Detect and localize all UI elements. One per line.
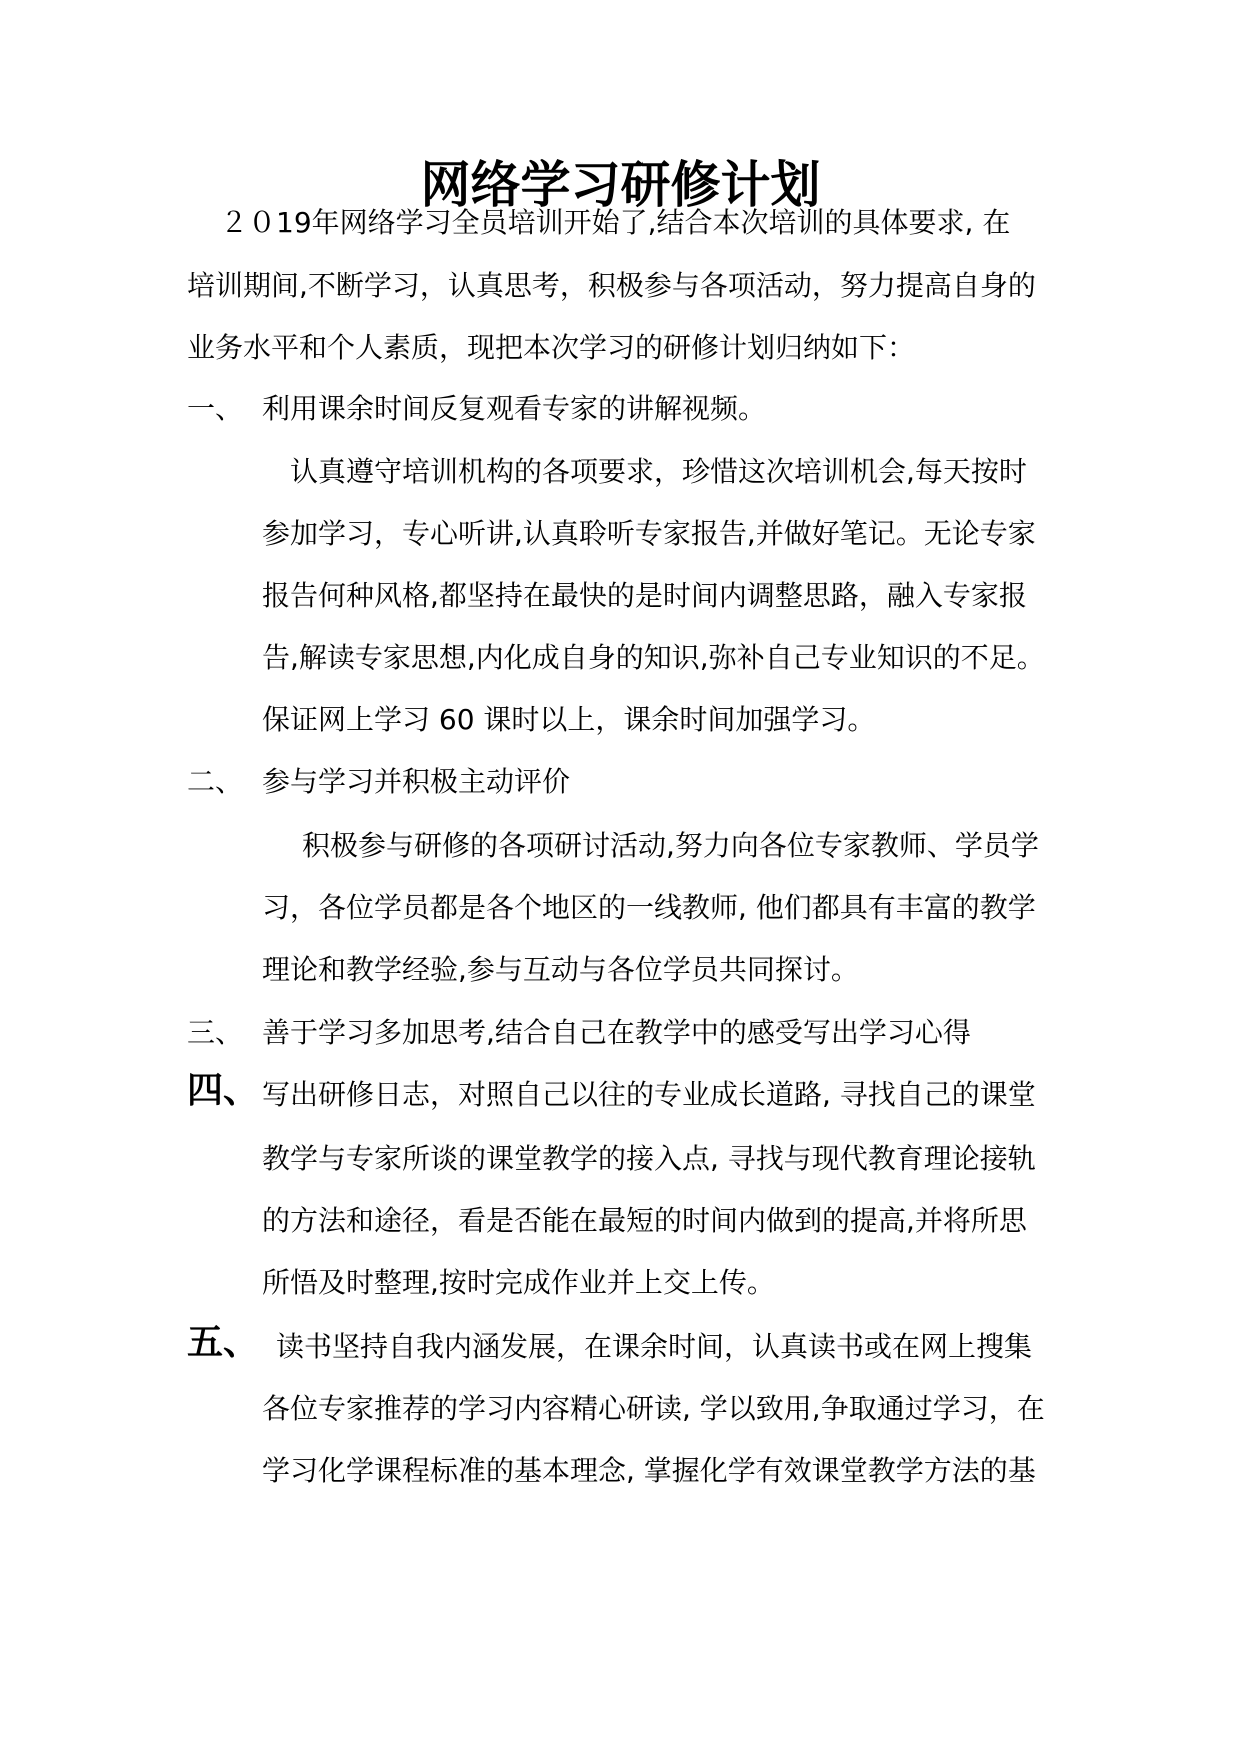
section-5-heading: 读书坚持自我内涵发展，在课余时间，认真读书或在网上搜集 [276, 1330, 1033, 1363]
page-title: 网络学习研修计划 [420, 155, 821, 214]
section-5-body-line-2: 学习化学课程标准的基本理念, 掌握化学有效课堂教学方法的基 [262, 1454, 1036, 1487]
section-3-heading: 善于学习多加思考,结合自己在教学中的感受写出学习心得 [262, 1016, 971, 1049]
section-2-number: 二、 [187, 765, 244, 798]
section-4-body-line-2: 的方法和途径，看是否能在最短的时间内做到的提高,并将所思 [262, 1204, 1027, 1237]
section-5-body-line-1: 各位专家推荐的学习内容精心研读, 学以致用,争取通过学习，在 [262, 1392, 1045, 1425]
section-4-number: 四、 [187, 1070, 260, 1111]
section-5-number: 五、 [187, 1322, 260, 1363]
section-1-body-line-5: 保证网上学习 60 课时以上，课余时间加强学习。 [262, 703, 876, 736]
section-2-body-line-3: 理论和教学经验,参与互动与各位学员共同探讨。 [262, 953, 859, 986]
section-4-body-line-3: 所悟及时整理,按时完成作业并上交上传。 [262, 1266, 775, 1299]
intro-line-1: ２０19年网络学习全员培训开始了,结合本次培训的具体要求, 在 [220, 206, 1011, 239]
section-1-body-line-3: 报告何种风格,都坚持在最快的是时间内调整思路，融入专家报 [262, 579, 1027, 612]
section-2-heading: 参与学习并积极主动评价 [262, 765, 571, 798]
section-1-body-line-4: 告,解读专家思想,内化成自身的知识,弥补自己专业知识的不足。 [262, 641, 1045, 674]
section-3-number: 三、 [187, 1016, 244, 1049]
section-2-body-line-2: 习，各位学员都是各个地区的一线教师, 他们都具有丰富的教学 [262, 891, 1036, 924]
section-4-heading: 写出研修日志，对照自己以往的专业成长道路, 寻找自己的课堂 [262, 1078, 1036, 1111]
intro-line-3: 业务水平和个人素质，现把本次学习的研修计划归纳如下： [187, 331, 916, 364]
intro-line-2: 培训期间,不断学习，认真思考，积极参与各项活动，努力提高自身的 [187, 269, 1036, 302]
section-2-body-line-1: 积极参与研修的各项研讨活动,努力向各位专家教师、学员学 [302, 829, 1039, 862]
section-1-body-line-1: 认真遵守培训机构的各项要求，珍惜这次培训机会,每天按时 [290, 455, 1027, 488]
section-1-number: 一、 [187, 392, 244, 425]
section-1-body-line-2: 参加学习，专心听讲,认真聆听专家报告,并做好笔记。无论专家 [262, 517, 1036, 550]
section-4-body-line-1: 教学与专家所谈的课堂教学的接入点, 寻找与现代教育理论接轨 [262, 1142, 1036, 1175]
section-1-heading: 利用课余时间反复观看专家的讲解视频。 [262, 392, 767, 425]
